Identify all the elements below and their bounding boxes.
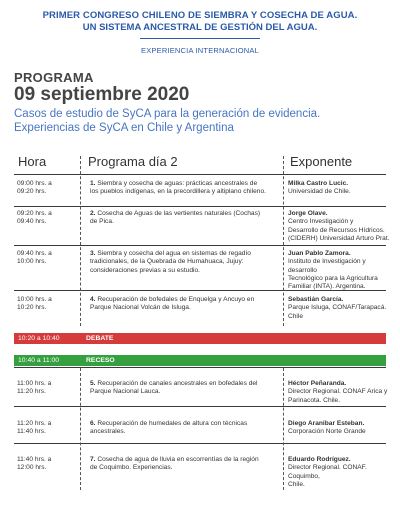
subtitle-line-2: Experiencias de SyCA en Chile y Argentina xyxy=(14,121,234,134)
receso-label: RECESO xyxy=(86,356,115,364)
speaker-org: Parinacota. Chile. xyxy=(288,396,341,404)
session-description xyxy=(90,380,280,397)
session-number: 2. xyxy=(90,210,96,217)
desc-line: los pueblos indígenas, en la precordillera y altiplano chileno. xyxy=(90,188,266,196)
time-end: 10:20 hrs. xyxy=(17,304,47,312)
session-time xyxy=(17,210,77,227)
programa-label: PROGRAMA xyxy=(14,70,94,85)
speaker-org: (CIDERH) Universidad Arturo Prat. xyxy=(288,234,390,242)
desc-line: de Coquimbo. Experiencias. xyxy=(90,464,173,472)
desc-line: Recuperación de canales ancestrales en bofedales del xyxy=(95,380,258,387)
desc-line: Siembra y cosecha del agua en sistemas de regadío xyxy=(95,250,251,257)
desc-line: de Pica. xyxy=(90,218,114,226)
time-start: 09:20 hrs. a xyxy=(17,210,52,217)
time-start: 10:00 hrs. a xyxy=(17,296,52,303)
receso-bar xyxy=(14,355,386,366)
header-divider xyxy=(140,38,260,39)
time-end: 11:20 hrs. xyxy=(17,388,46,396)
debate-label: DEBATE xyxy=(86,334,114,342)
debate-bar xyxy=(14,333,386,344)
row-divider xyxy=(14,174,386,175)
receso-time: 10:40 a 11:00 xyxy=(18,356,60,364)
session-number: 4. xyxy=(90,296,96,303)
time-end: 10:00 hrs. xyxy=(17,258,47,266)
time-start: 11:00 hrs. a xyxy=(17,380,52,387)
speaker-org: Chile. xyxy=(288,480,305,488)
speaker-org: Familiar (INTA). Argentina. xyxy=(288,283,366,291)
speaker-org: Director Regional. CONAF Arica y xyxy=(288,388,388,396)
programa-date: 09 septiembre 2020 xyxy=(14,84,190,105)
speaker-name: Sebastián García. xyxy=(288,296,344,303)
time-end: 09:40 hrs. xyxy=(17,218,47,226)
desc-line: Recuperación de humedales de altura con técnicas xyxy=(95,420,248,427)
session-time xyxy=(17,296,77,313)
speaker-name: Héctor Peñaranda. xyxy=(288,380,347,387)
session-speaker xyxy=(288,380,393,405)
time-start: 09:00 hrs. a xyxy=(17,180,52,187)
desc-line: Cosecha de agua de lluvia en escorrentías de la región xyxy=(95,456,259,463)
congress-tagline: EXPERIENCIA INTERNACIONAL xyxy=(141,46,259,55)
time-end: 12:00 hrs. xyxy=(17,464,47,472)
speaker-org: Instituto de Investigación y desarrollo xyxy=(288,258,366,274)
column-divider xyxy=(283,156,284,326)
session-description xyxy=(90,250,280,275)
session-number: 3. xyxy=(90,250,96,257)
session-time xyxy=(17,380,77,397)
desc-line: Siembra y cosecha de aguas: prácticas ancestrales de xyxy=(95,180,258,187)
speaker-org: Centro Investigación y xyxy=(288,218,354,226)
session-description xyxy=(90,456,280,473)
desc-line: Recuperación de bofedales de Enquelga y Ancuyo en xyxy=(95,296,255,303)
debate-time: 10:20 a 10:40 xyxy=(18,334,60,342)
row-divider xyxy=(14,406,386,407)
session-time xyxy=(17,180,77,197)
session-description xyxy=(90,180,280,197)
row-divider xyxy=(14,443,386,444)
desc-line: ancestrales. xyxy=(90,428,126,436)
desc-line: Parque Nacional Volcán de Isluga. xyxy=(90,304,191,312)
session-speaker xyxy=(288,420,393,437)
session-speaker xyxy=(288,210,393,243)
time-start: 11:40 hrs. a xyxy=(17,456,52,463)
session-time xyxy=(17,250,77,267)
session-speaker xyxy=(288,180,393,197)
time-end: 09:20 hrs. xyxy=(17,188,47,196)
time-end: 11:40 hrs. xyxy=(17,428,46,436)
session-description xyxy=(90,296,280,313)
desc-line: Cosecha de Aguas de las vertientes naturales (Cochas) xyxy=(95,210,261,217)
session-time xyxy=(17,456,77,473)
desc-line: tradicionales, de la Quebrada de Humahuaca, Jujuy: xyxy=(90,258,244,266)
session-number: 7. xyxy=(90,456,96,463)
column-divider xyxy=(80,368,81,490)
speaker-org: Desarrollo de Recursos Hídricos. xyxy=(288,226,385,234)
column-exponente: Exponente xyxy=(290,154,353,169)
speaker-org: Tecnológico para la Agricultura xyxy=(288,274,378,282)
session-description xyxy=(90,420,280,437)
session-speaker xyxy=(288,296,393,321)
speaker-org: Director Regional. CONAF. Coquimbo, xyxy=(288,464,367,480)
speaker-name: Eduardo Rodríguez. xyxy=(288,456,351,463)
row-divider xyxy=(14,245,386,246)
column-programa: Programa día 2 xyxy=(88,154,178,169)
session-speaker xyxy=(288,250,393,291)
session-speaker xyxy=(288,456,393,489)
speaker-name: Milka Castro Lucic. xyxy=(288,180,349,187)
congress-subtitle: UN SISTEMA ANCESTRAL DE GESTIÓN DEL AGUA. xyxy=(82,22,318,33)
speaker-name: Jorge Olave. xyxy=(288,210,328,217)
desc-line: Parque Nacional Lauca. xyxy=(90,388,161,396)
session-number: 5. xyxy=(90,380,96,387)
session-description xyxy=(90,210,280,227)
speaker-name: Diego Aranibar Esteban. xyxy=(288,420,365,427)
programa-subtitle xyxy=(14,108,389,135)
session-number: 6. xyxy=(90,420,96,427)
speaker-org: Parque Isluga, CONAF/Tarapacá. xyxy=(288,304,387,312)
congress-title: PRIMER CONGRESO CHILENO DE SIEMBRA Y COSECHA DE AGUA. xyxy=(42,10,358,21)
subtitle-line-1: Casos de estudio de SyCA para la generación de evidencia. xyxy=(14,108,321,120)
row-divider xyxy=(14,206,386,207)
speaker-org: Chile xyxy=(288,312,304,320)
column-divider xyxy=(80,156,81,326)
time-start: 11:20 hrs. a xyxy=(17,420,52,427)
speaker-org: Universidad de Chile. xyxy=(288,188,351,196)
column-hora: Hora xyxy=(18,154,47,169)
session-number: 1. xyxy=(90,180,96,187)
speaker-org: Corporación Norte Grande xyxy=(288,428,366,436)
time-start: 09:40 hrs. a xyxy=(17,250,52,257)
speaker-name: Juan Pablo Zamora. xyxy=(288,250,351,257)
session-time xyxy=(17,420,77,437)
desc-line: consideraciones previas a su estudio. xyxy=(90,266,200,274)
column-divider xyxy=(283,368,284,490)
row-divider xyxy=(14,367,386,368)
